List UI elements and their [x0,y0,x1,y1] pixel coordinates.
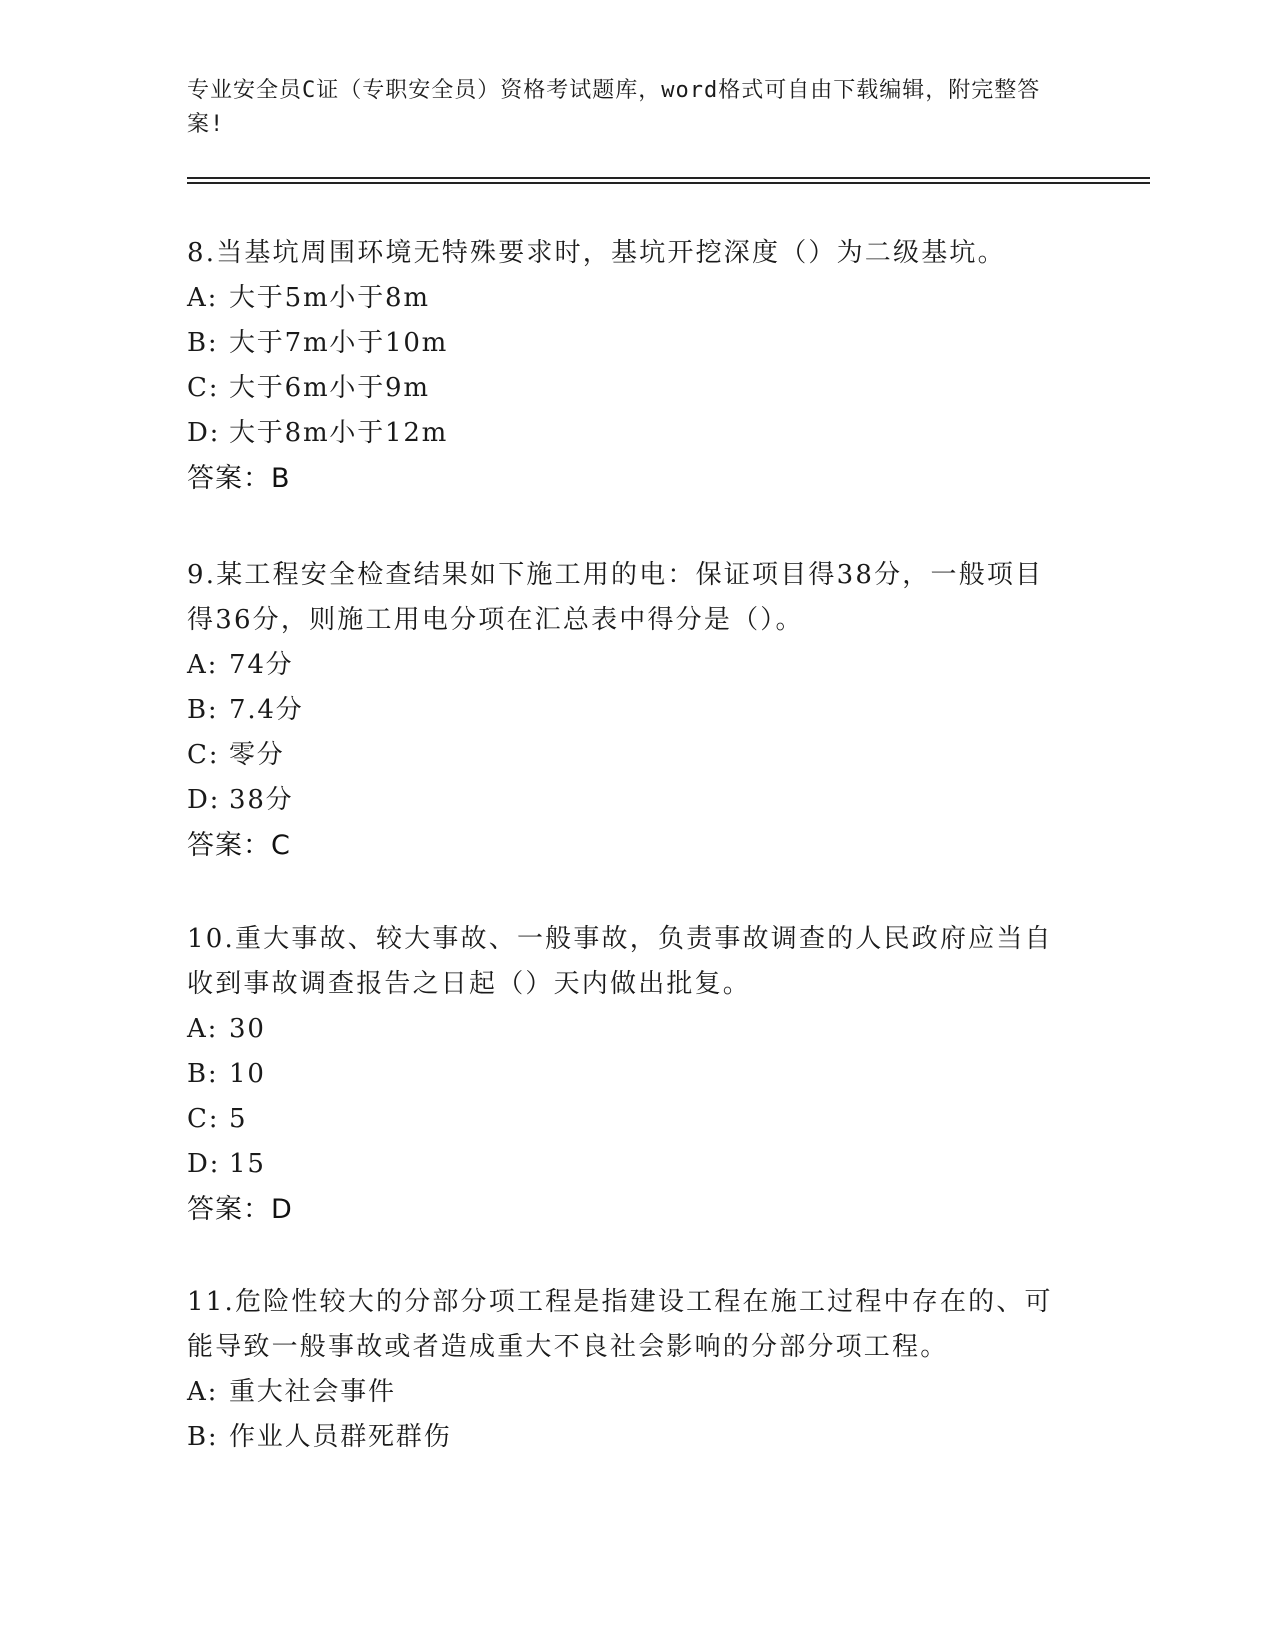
option-a [187,643,1067,688]
option-key: D: [187,418,221,448]
option-key: A: [187,1377,219,1407]
option-text: 大于6m小于9m [229,373,430,403]
option-key: D: [187,1149,221,1179]
option-text: 38分 [229,785,294,815]
option-b [187,688,1067,733]
question-11 [187,1280,1067,1460]
option-a [187,1007,1067,1052]
option-b [187,1052,1067,1097]
option-text: 零分 [229,740,285,770]
option-text: 大于7m小于10m [229,328,449,358]
document-header: 专业安全员C证（专职安全员）资格考试题库，word格式可自由下载编辑，附完整答案! [187,78,1041,137]
option-b [187,321,1067,366]
option-key: B: [187,1422,219,1452]
option-key: A: [187,650,219,680]
question-9 [187,553,1067,868]
option-d [187,778,1067,823]
option-text: 作业人员群死群伤 [229,1422,452,1452]
option-text: 74分 [229,650,294,680]
question-text: 9.某工程安全检查结果如下施工用的电：保证项目得38分，一般项目得36分，则施工用电分项在汇总表中得分是（）。 [187,560,1044,635]
header-divider-line-secondary [187,182,1150,184]
option-a [187,1370,1067,1415]
option-text: 10 [229,1059,266,1089]
option-b [187,1415,1067,1460]
option-text: 重大社会事件 [229,1377,396,1407]
option-text: 15 [229,1149,266,1179]
answer-line: 答案：D [187,1194,293,1225]
option-d [187,411,1067,456]
question-8 [187,231,1067,501]
option-key: C: [187,740,220,770]
option-text: 7.4分 [229,695,304,725]
option-text: 大于5m小于8m [229,283,430,313]
option-c [187,1097,1067,1142]
option-text: 5 [229,1104,248,1134]
answer-line: 答案：C [187,830,291,861]
option-key: C: [187,1104,220,1134]
option-a [187,276,1067,321]
option-key: B: [187,695,219,725]
option-key: B: [187,1059,219,1089]
option-c [187,733,1067,778]
question-text: 10.重大事故、较大事故、一般事故，负责事故调查的人民政府应当自收到事故调查报告之日起（）天内做出批复。 [187,924,1053,999]
option-d [187,1142,1067,1187]
option-text: 大于8m小于12m [229,418,449,448]
header-divider-line [187,177,1150,179]
option-key: B: [187,328,219,358]
option-key: D: [187,785,221,815]
option-key: A: [187,283,219,313]
option-key: C: [187,373,220,403]
option-text: 30 [229,1014,266,1044]
question-10 [187,917,1067,1232]
answer-line: 答案：B [187,463,291,494]
question-text: 8.当基坑周围环境无特殊要求时，基坑开挖深度（）为二级基坑。 [187,238,1006,268]
question-text: 11.危险性较大的分部分项工程是指建设工程在施工过程中存在的、可能导致一般事故或者造成重大不良社会影响的分部分项工程。 [187,1287,1053,1362]
option-key: A: [187,1014,219,1044]
option-c [187,366,1067,411]
